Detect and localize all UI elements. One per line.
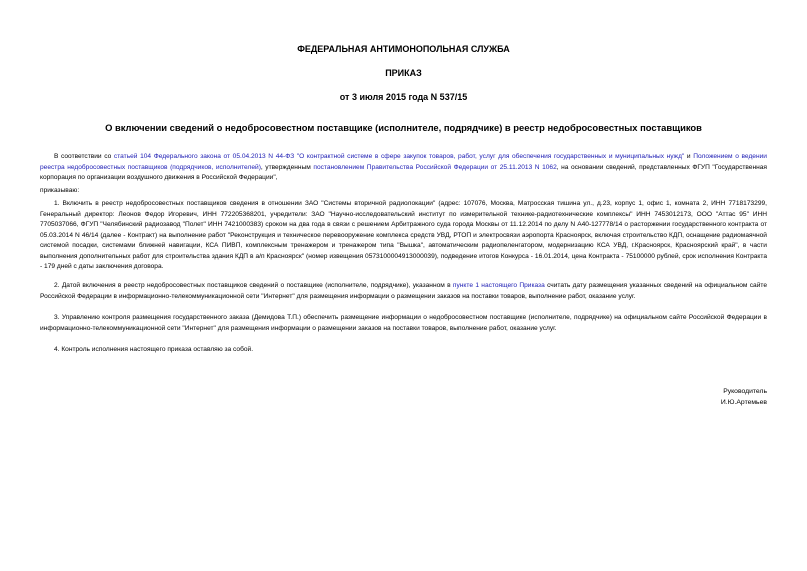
item-1-paragraph	[40, 199, 767, 273]
preamble-text-4: , на основании сведений, представленных ФГУП "Государственная корпорация по организации воздушного движения в Российской Федерации",	[40, 163, 767, 181]
signature-block	[721, 387, 767, 408]
date-number: от 3 июля 2015 года N 537/15	[339, 92, 468, 102]
item-3-paragraph	[40, 313, 767, 334]
item-4-text: 4. Контроль исполнения настоящего приказа оставляю за собой.	[54, 346, 254, 353]
item-3-text: 3. Управлению контроля размещения государственного заказа (Демидова Т.П.) обеспечить размещение информации о недобросовестном поставщике (исполнителе, подрядчике) на официальном сайте Российской Федерации в информационно-телекоммуникационной сети "Интернет" для размещения информации о размещении заказов на поставки товаров, выполнение работ, оказание услуг.	[40, 314, 767, 332]
doc-type: ПРИКАЗ	[385, 68, 422, 78]
item-4-paragraph	[40, 345, 767, 356]
preamble-paragraph	[40, 152, 767, 184]
law-link[interactable]: статьей 104 Федерального закона от 05.04.2013 N 44-ФЗ "О контрактной системе в сфере закупок товаров, работ, услуг для обеспечения государственных и муниципальных нужд"	[113, 153, 685, 160]
preamble-text-2: и	[684, 153, 694, 160]
document-subject: О включении сведений о недобросовестном поставщике (исполнителе, подрядчике) в реестр недобросовестных поставщиков	[105, 122, 702, 133]
preamble-text-3: , утвержденным	[260, 163, 314, 171]
regulation-link[interactable]: Положением о ведении реестра недобросовестных поставщиков (подрядчиков, исполнителей)	[40, 153, 767, 171]
decree-link[interactable]: постановлением Правительства Российской Федерации от 25.11.2013 N 1062	[313, 163, 557, 171]
agency-title: ФЕДЕРАЛЬНАЯ АНТИМОНОПОЛЬНАЯ СЛУЖБА	[297, 44, 510, 54]
preamble-text-1: В соответствии со	[54, 153, 114, 160]
item-1-ref-link[interactable]: пункте 1 настоящего Приказа	[452, 282, 545, 289]
item-2-text-2: считать дату размещения указанных сведений на официальном сайте Российской Федерации в информационно-телекоммуникационной сети "Интернет" для размещения информации о размещении заказов на поставки товаров, выполнение работ, оказание услуг.	[40, 282, 768, 300]
item-1-text: 1. Включить в реестр недобросовестных поставщиков сведения в отношении ЗАО "Системы вторичной радиолокации" (адрес: 107076, Москва, Матросская тишина ул., д.23, корпус 1, офис 1, комната 2, ИНН 7718173299, Генеральный директор: Леонов Федор Игоревич, ИНН 772205368201, учредители: ЗАО "Научно-исследовательский институт по измерительной технике-радиотехнические комплексы" ИНН 7453012173, ООО "Аттас 95" ИНН 7705037066, ФГУП "Челябинский радиозавод "Полет" ИНН 7421000383) сроком на два года в связи с решением Арбитражного суда города Москвы от 11.12.2014 по делу N А40-127778/14 о расторжении государственного контракта от 05.03.2014 N 46/14 (далее - Контракт) на выполнение работ "Реконструкция и техническое перевооружение комплекса средств УВД, РТОП и электросвязи аэропорта Красноярск, включая строительство КДП, оснащение радиомаячной системой посадки, системами ближней навигации, КСА ПИВП, комплексным тренажером и тренажером типа "Вышка", автоматическим радиопеленгатором, модернизацию КСА УВД, г.Красноярск, Красноярский край", в части выполнения дополнительных работ для строительства здания КДП в а/п Красноярск" (номер извещения 0573100004913000039), подведение итогов Конкурса - 16.01.2014, цена Контракта - 75100000 рублей, срок исполнения Контракта - 179 дней с даты заключения договора.	[40, 200, 767, 270]
item-2-text-1: 2. Датой включения в реестр недобросовестных поставщиков сведений о поставщике (исполнителе, подрядчике), указанном в	[54, 282, 453, 289]
signatory-name: И.Ю.Артемьев	[720, 398, 767, 406]
item-2-paragraph	[40, 281, 767, 302]
order-word: приказываю:	[40, 187, 80, 194]
signatory-position: Руководитель	[723, 388, 767, 395]
